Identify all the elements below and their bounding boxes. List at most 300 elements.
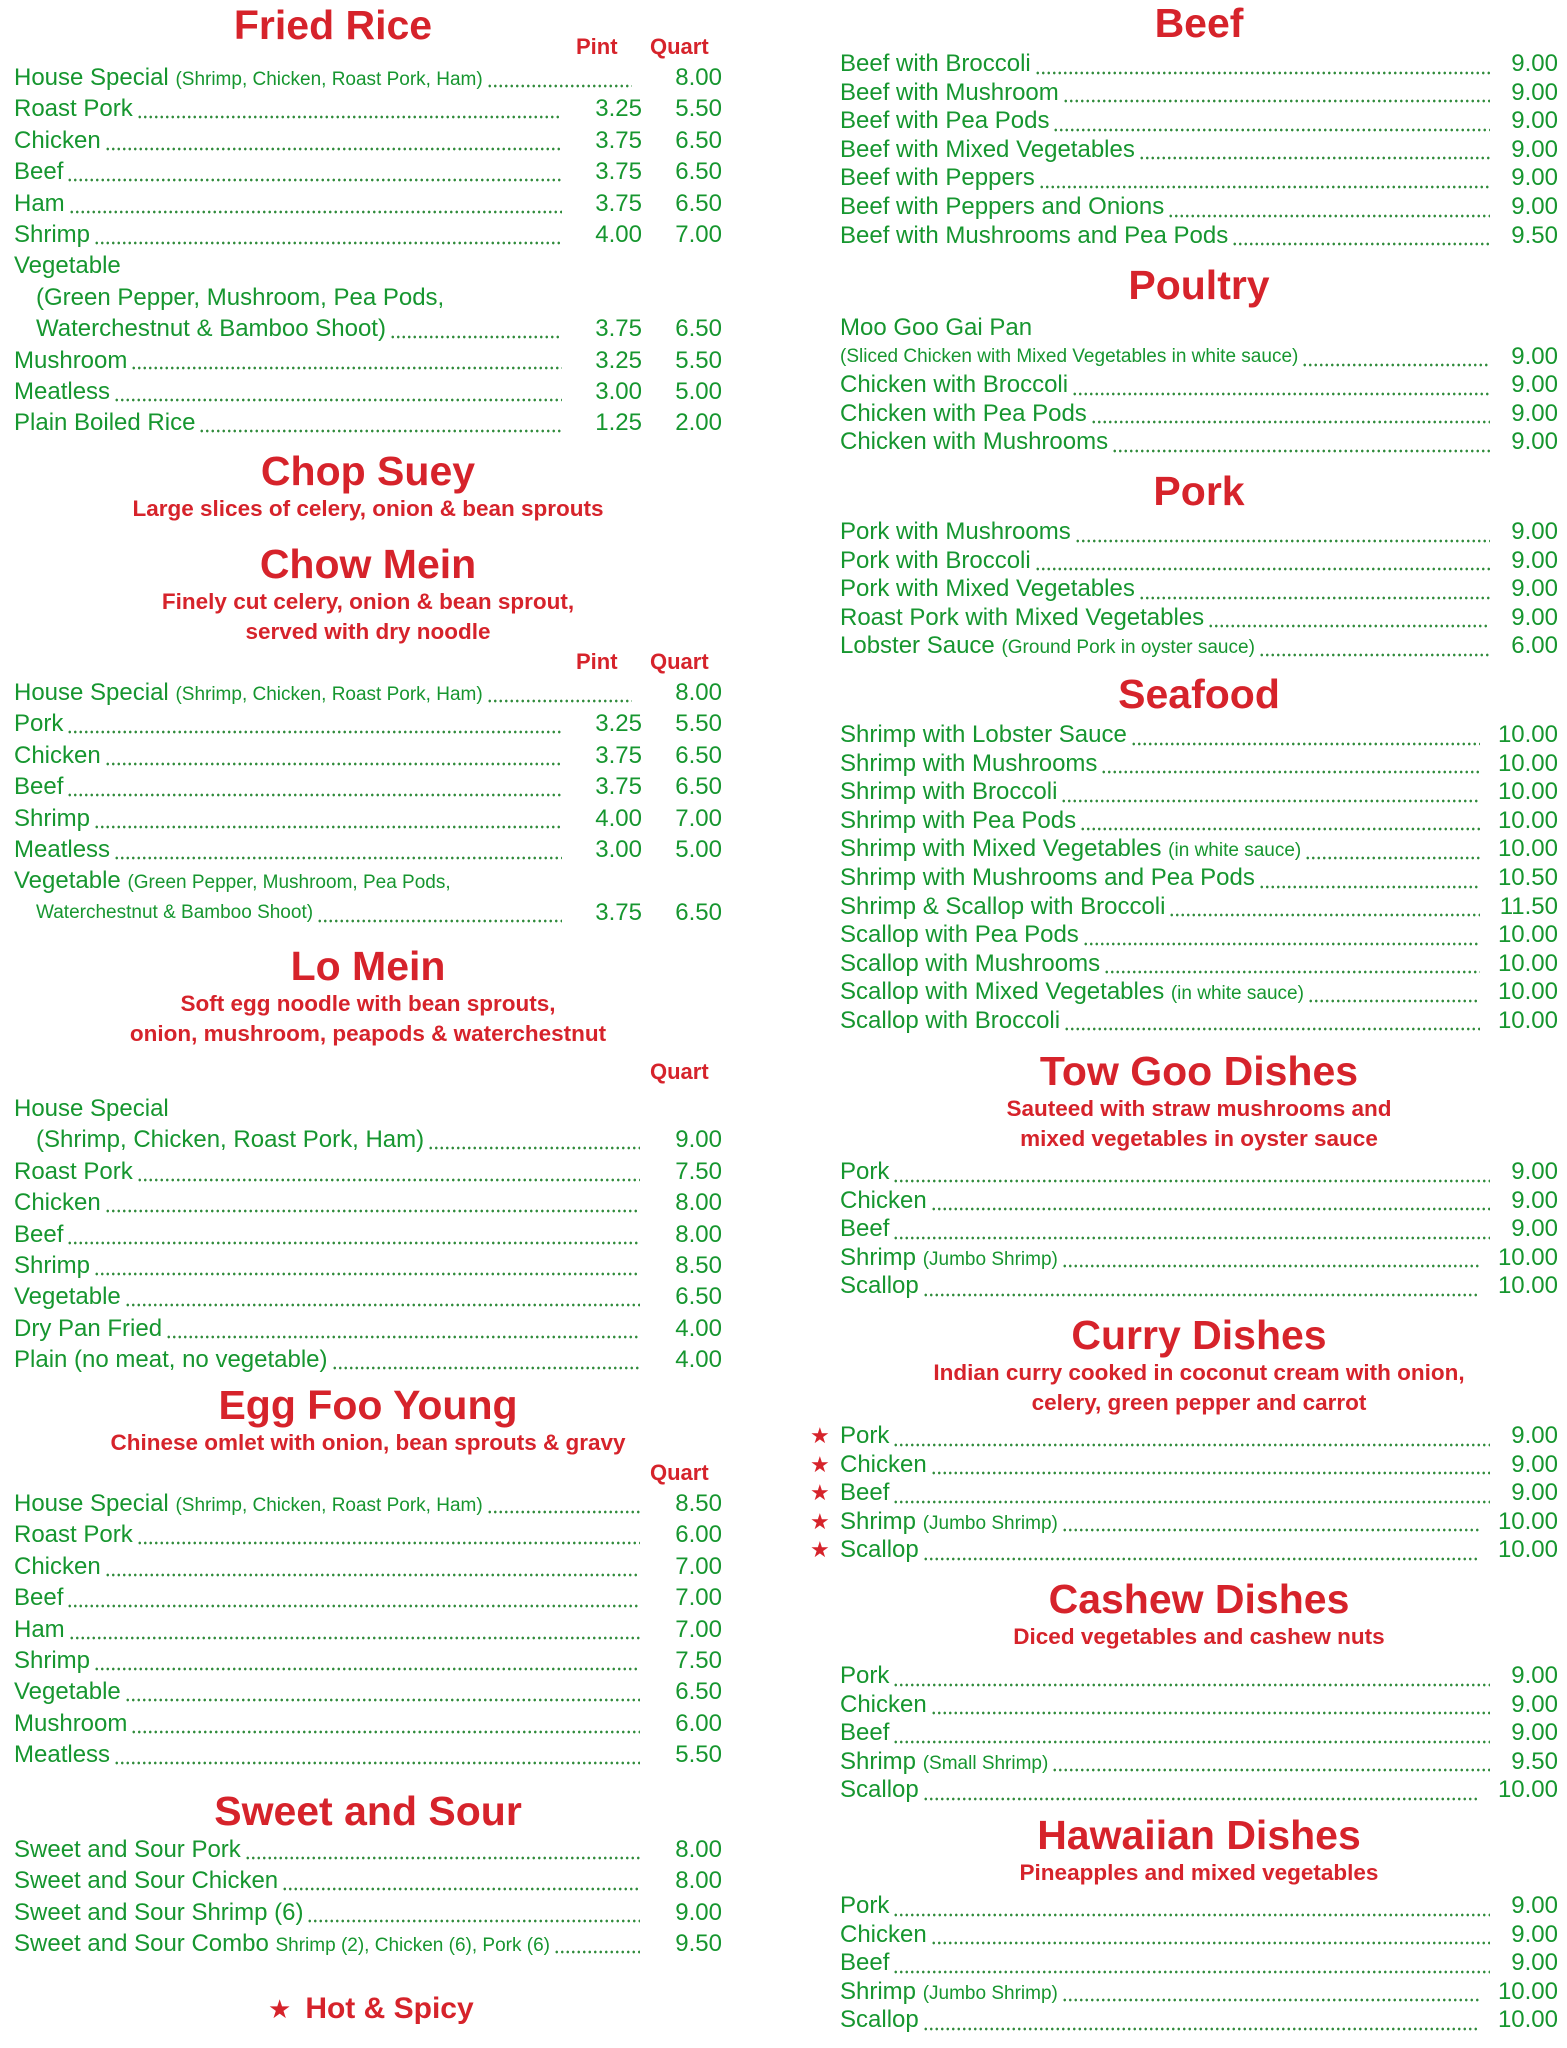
hot-spicy-star-icon: ★ <box>810 1480 830 1506</box>
dot-leader <box>893 1479 1490 1508</box>
dot-leader <box>332 1344 640 1375</box>
item-name: Chicken <box>14 741 101 769</box>
dot-leader <box>893 1422 1490 1451</box>
item-name: Shrimp with Broccoli <box>840 778 1058 806</box>
item-price: 9.00 <box>1511 1690 1558 1718</box>
item-name: Roast Pork <box>14 1521 133 1549</box>
item-name: Beef with Peppers <box>840 164 1035 192</box>
menu-item <box>810 1507 1558 1537</box>
item-price: 9.50 <box>1511 221 1558 249</box>
item-name: Waterchestnut & Bamboo Shoot) <box>36 901 314 923</box>
column-header-pint: Pint <box>576 34 618 59</box>
item-price-pint: 1.25 <box>595 409 642 437</box>
item-name: Shrimp (Small Shrimp) <box>840 1747 1049 1775</box>
menu-column-right <box>810 0 1558 2048</box>
item-price-pint: 3.75 <box>595 773 642 801</box>
item-price: 10.00 <box>1497 721 1558 748</box>
menu-item <box>14 1645 722 1676</box>
menu-item <box>14 1739 722 1770</box>
item-price: 6.00 <box>1511 632 1558 660</box>
section-description: Chinese omlet with onion, bean sprouts & gravy <box>110 1430 626 1455</box>
section-description: Sauteed with straw mushrooms and <box>1006 1096 1392 1121</box>
item-price: 9.00 <box>1511 603 1558 631</box>
section-title: Chow Mein <box>259 541 477 587</box>
item-name: Beef <box>14 1584 64 1612</box>
dot-leader <box>131 345 562 376</box>
dot-leader <box>1232 222 1490 251</box>
item-price-quart: 6.50 <box>675 158 722 186</box>
dot-leader <box>1305 835 1480 864</box>
menu-item <box>840 79 1558 108</box>
item-price: 11.50 <box>1499 892 1558 920</box>
dot-leader <box>893 1158 1490 1187</box>
dot-leader <box>1208 604 1490 633</box>
item-price-quart: 5.50 <box>675 1741 722 1769</box>
section-description: mixed vegetables in oyster sauce <box>1020 1126 1378 1151</box>
item-price-quart: 7.00 <box>675 1615 722 1643</box>
dot-leader <box>125 1281 640 1312</box>
hot-spicy-star-icon: ★ <box>810 1423 830 1448</box>
dot-leader <box>317 897 562 928</box>
item-price: 9.00 <box>1511 1949 1558 1977</box>
item-price: 9.00 <box>1511 1186 1558 1214</box>
item-price: 10.00 <box>1497 1006 1558 1034</box>
dot-leader <box>114 376 562 407</box>
section-description: Diced vegetables and cashew nuts <box>1013 1624 1385 1649</box>
item-price-quart: 6.00 <box>675 1521 722 1549</box>
menu-item-house-special-name: House Special <box>14 1095 169 1122</box>
section-hawaiian-dishes <box>840 1812 1558 2035</box>
item-price-quart: 9.00 <box>675 1126 722 1154</box>
item-name: Chicken with Pea Pods <box>840 399 1087 427</box>
item-price: 10.50 <box>1497 863 1558 891</box>
item-name: Scallop with Mushrooms <box>840 949 1101 977</box>
item-price: 10.00 <box>1497 978 1558 1006</box>
item-name: Roast Pork <box>14 95 133 123</box>
dot-leader <box>1308 978 1480 1007</box>
dot-leader <box>67 771 562 802</box>
item-price: 9.00 <box>1511 1215 1558 1243</box>
menu-item <box>810 1536 1558 1565</box>
menu-item <box>14 1614 722 1645</box>
column-headers <box>14 1458 722 1488</box>
item-name: Shrimp with Pea Pods <box>840 806 1077 834</box>
dot-leader <box>137 93 562 124</box>
section-title: Pork <box>1153 468 1245 514</box>
item-name: Mushroom <box>14 346 128 374</box>
menu-item <box>840 1748 1558 1777</box>
item-price-quart: 6.00 <box>675 1709 722 1737</box>
menu-item <box>14 708 722 739</box>
item-price-pint: 3.75 <box>595 158 642 186</box>
section-description: Finely cut celery, onion & bean sprout, <box>161 589 575 614</box>
menu-item <box>14 1313 722 1344</box>
item-name: Waterchestnut & Bamboo Shoot) <box>36 315 386 343</box>
item-price: 9.00 <box>1511 1450 1558 1478</box>
item-price-quart: 6.50 <box>675 741 722 769</box>
menu-item-vegetable-name: Vegetable <box>14 252 121 280</box>
menu-item <box>14 1124 722 1155</box>
dot-leader <box>554 1928 640 1959</box>
item-name: Scallop <box>840 1272 919 1300</box>
item-price-quart: 8.00 <box>675 1189 722 1217</box>
item-price-pint: 3.25 <box>595 346 642 374</box>
item-price: 10.00 <box>1497 749 1558 777</box>
menu-item <box>14 897 722 928</box>
item-name: Beef <box>840 1719 890 1747</box>
section-description: Large slices of celery, onion & bean sprouts <box>132 496 604 521</box>
dot-leader <box>114 1739 640 1770</box>
item-name: Shrimp <box>14 1646 91 1674</box>
item-name: Sweet and Sour Chicken <box>14 1867 279 1895</box>
item-price: 10.00 <box>1497 1243 1558 1271</box>
dot-leader <box>1112 428 1490 457</box>
item-name: Shrimp with Mushrooms <box>840 749 1098 777</box>
dot-leader <box>1072 371 1490 400</box>
section-title: Hawaiian Dishes <box>1037 1812 1361 1858</box>
menu-item <box>14 740 722 771</box>
dot-leader <box>199 407 562 438</box>
item-price-pint: 4.00 <box>595 220 642 248</box>
dot-leader <box>67 1582 640 1613</box>
menu-item <box>840 2006 1558 2035</box>
item-price: 9.00 <box>1511 1920 1558 1948</box>
dot-leader <box>390 313 562 344</box>
dot-leader <box>1083 921 1480 950</box>
dot-leader <box>282 1865 640 1896</box>
item-name: Shrimp <box>14 804 91 832</box>
menu-item <box>14 1519 722 1550</box>
menu-item <box>14 1281 722 1312</box>
section-egg-foo-young <box>14 1382 722 1771</box>
dot-leader <box>1091 400 1490 429</box>
menu-item <box>840 750 1558 779</box>
item-name: Beef <box>14 158 64 186</box>
item-name: Pork <box>840 1158 890 1185</box>
dot-leader <box>893 1662 1490 1691</box>
item-price-quart: 6.50 <box>675 1283 722 1311</box>
item-name: Roast Pork <box>14 1157 133 1185</box>
menu-item <box>840 371 1558 400</box>
dot-leader <box>307 1897 640 1928</box>
item-price: 9.00 <box>1511 399 1558 427</box>
dot-leader <box>67 708 562 739</box>
item-price: 10.00 <box>1497 1507 1558 1535</box>
menu-item <box>840 136 1558 165</box>
section-description: Pineapples and mixed vegetables <box>1019 1860 1379 1885</box>
menu-column-left <box>14 0 722 2048</box>
item-price: 10.00 <box>1497 949 1558 977</box>
item-price-quart: 6.50 <box>675 126 722 154</box>
section-title: Fried Rice <box>233 2 433 48</box>
dot-leader <box>1062 1978 1480 2007</box>
menu-item <box>14 1834 722 1865</box>
menu-item <box>14 1551 722 1582</box>
item-price-quart: 4.00 <box>675 1346 722 1374</box>
section-description: Soft egg noodle with bean sprouts, <box>180 991 556 1016</box>
dot-leader <box>94 219 562 250</box>
item-name: Pork <box>14 710 64 738</box>
menu-item <box>840 1776 1558 1805</box>
item-name: Beef <box>840 1215 890 1243</box>
dot-leader <box>893 1949 1490 1978</box>
dot-leader <box>67 156 562 187</box>
menu-item <box>840 518 1558 547</box>
menu-item <box>14 1219 722 1250</box>
item-price-quart: 7.00 <box>675 1584 722 1612</box>
menu-item <box>840 1892 1558 1921</box>
item-price: 9.00 <box>1511 50 1558 77</box>
item-name: Shrimp (Jumbo Shrimp) <box>840 1243 1058 1271</box>
menu-item <box>840 1662 1558 1691</box>
dot-leader <box>105 1187 640 1218</box>
item-price-pint: 3.75 <box>595 315 642 343</box>
item-name: Shrimp with Lobster Sauce <box>840 721 1127 748</box>
menu-item <box>14 219 722 250</box>
item-price-quart: 2.00 <box>675 409 722 437</box>
dot-leader <box>1061 778 1480 807</box>
item-note: (Sliced Chicken with Mixed Vegetables in white sauce) <box>840 345 1299 367</box>
item-name: Ham <box>14 1615 65 1643</box>
menu-item <box>14 93 722 124</box>
menu-item <box>14 1582 722 1613</box>
menu-item <box>14 834 722 865</box>
section-beef <box>840 0 1558 250</box>
section-title: Seafood <box>1118 671 1280 717</box>
column-header-quart: Quart <box>650 1460 709 1485</box>
dot-leader <box>1063 79 1490 108</box>
item-name: Beef with Broccoli <box>840 50 1031 77</box>
section-description: served with dry noodle <box>245 619 491 644</box>
menu-item <box>840 1978 1558 2007</box>
item-price: 9.00 <box>1511 1719 1558 1747</box>
item-name: House Special (Shrimp, Chicken, Roast Pork, Ham) <box>14 1490 483 1517</box>
menu-item <box>840 193 1558 222</box>
item-name: Sweet and Sour Shrimp (6) <box>14 1898 304 1926</box>
menu-item <box>840 107 1558 136</box>
dot-leader <box>893 1719 1490 1748</box>
menu-item <box>14 1250 722 1281</box>
dot-leader <box>125 1676 640 1707</box>
menu-item <box>14 125 722 156</box>
menu-item-vegetable-detail: (Green Pepper, Mushroom, Pea Pods, <box>36 283 445 311</box>
section-chow-mein <box>14 541 722 928</box>
item-name: Beef with Peppers and Onions <box>840 192 1165 220</box>
menu-item <box>14 771 722 802</box>
item-price: 9.00 <box>1511 78 1558 106</box>
menu-item <box>14 1928 722 1959</box>
item-price-quart: 5.50 <box>675 710 722 738</box>
dot-leader <box>1104 950 1480 979</box>
section-title: Beef <box>1154 0 1244 46</box>
item-price-quart: 5.00 <box>675 835 722 863</box>
item-price: 9.00 <box>1511 1892 1558 1919</box>
item-price-quart: 8.50 <box>675 1490 722 1517</box>
section-seafood <box>840 671 1558 1036</box>
menu-item <box>14 313 722 344</box>
menu-item <box>840 807 1558 836</box>
item-name: Shrimp with Mixed Vegetables (in white sauce) <box>840 835 1302 863</box>
dot-leader <box>105 740 562 771</box>
section-title: Chop Suey <box>260 448 476 494</box>
item-name: Shrimp (Jumbo Shrimp) <box>840 1507 1058 1535</box>
menu-item <box>840 1921 1558 1950</box>
menu-item <box>840 1272 1558 1301</box>
menu-item <box>14 156 722 187</box>
dot-leader <box>1062 1508 1480 1537</box>
dot-leader <box>931 1187 1490 1216</box>
item-price-quart: 5.00 <box>675 377 722 405</box>
item-name: Plain (no meat, no vegetable) <box>14 1346 328 1374</box>
item-name: Plain Boiled Rice <box>14 409 196 437</box>
menu-item <box>14 1344 722 1375</box>
item-price: 10.00 <box>1497 1536 1558 1564</box>
item-name: Scallop <box>840 2006 919 2034</box>
dot-leader <box>923 1536 1480 1565</box>
item-price: 9.00 <box>1511 371 1558 399</box>
dot-leader <box>1169 893 1480 922</box>
item-price-quart: 7.50 <box>675 1157 722 1185</box>
item-price-quart: 6.50 <box>675 773 722 801</box>
hot-spicy-star-icon: ★ <box>810 1537 830 1563</box>
item-price-pint: 4.00 <box>595 804 642 832</box>
dot-leader <box>1053 107 1490 136</box>
dot-leader <box>1139 575 1490 604</box>
item-price: 9.00 <box>1511 192 1558 220</box>
menu-item <box>14 677 722 708</box>
item-price-quart: 8.00 <box>675 679 722 706</box>
item-name: Beef <box>840 1949 890 1977</box>
menu-item <box>840 835 1558 864</box>
item-price: 9.50 <box>1511 1747 1558 1775</box>
dot-leader <box>94 1250 640 1281</box>
menu-item <box>840 978 1558 1007</box>
item-name: Shrimp <box>14 220 91 248</box>
item-name: Beef with Mushrooms and Pea Pods <box>840 221 1229 249</box>
dot-leader <box>245 1834 640 1865</box>
dot-leader <box>131 1708 640 1739</box>
item-name: Sweet and Sour Pork <box>14 1836 241 1863</box>
dot-leader <box>137 1519 640 1550</box>
item-name: Sweet and Sour Combo Shrimp (2), Chicken (6), Pork (6) <box>14 1930 550 1958</box>
item-name: Pork <box>840 1662 890 1689</box>
item-name: Beef <box>14 1220 64 1248</box>
section-description: Indian curry cooked in coconut cream with onion, <box>933 1360 1465 1385</box>
item-name: Lobster Sauce (Ground Pork in oyster sauce) <box>840 632 1255 660</box>
dot-leader <box>1035 547 1490 576</box>
item-name: Shrimp with Mushrooms and Pea Pods <box>840 863 1255 891</box>
item-name: Shrimp <box>14 1251 91 1279</box>
menu-item <box>810 1450 1558 1480</box>
menu-item <box>14 1676 722 1707</box>
dot-leader <box>1039 164 1490 193</box>
dot-leader <box>923 2006 1480 2035</box>
item-name: Beef <box>14 773 64 801</box>
item-name: Chicken <box>840 1920 927 1948</box>
menu-item <box>840 1244 1558 1273</box>
section-chop-suey <box>14 448 722 524</box>
item-name: Vegetable <box>14 1283 121 1311</box>
section-title: Sweet and Sour <box>214 1788 522 1834</box>
section-description: celery, green pepper and carrot <box>1031 1390 1367 1415</box>
column-headers <box>14 1057 722 1087</box>
column-header-quart: Quart <box>650 649 709 674</box>
menu-item <box>840 1187 1558 1216</box>
dot-leader <box>487 62 632 93</box>
item-price: 8.00 <box>675 1867 722 1895</box>
item-name: Beef with Mushroom <box>840 78 1059 106</box>
menu-item <box>14 1488 722 1519</box>
item-price-pint: 3.75 <box>595 126 642 154</box>
item-name: Chicken <box>14 1552 101 1580</box>
item-name: House Special (Shrimp, Chicken, Roast Pork, Ham) <box>14 679 483 706</box>
menu-item <box>14 1865 722 1896</box>
hot-spicy-legend <box>268 1992 474 2026</box>
menu-item <box>840 428 1558 457</box>
dot-leader <box>923 1776 1480 1805</box>
item-price: 9.00 <box>1511 1158 1558 1185</box>
item-name: Vegetable <box>14 1678 121 1706</box>
dot-leader <box>893 1215 1490 1244</box>
item-price: 9.00 <box>675 1898 722 1926</box>
item-name: Chicken <box>14 1189 101 1217</box>
item-price-quart: 7.50 <box>675 1646 722 1674</box>
menu-item <box>840 1215 1558 1244</box>
item-name: Pork <box>840 1892 890 1919</box>
dot-leader <box>923 1272 1480 1301</box>
menu-item <box>840 721 1558 750</box>
item-price: 9.00 <box>1511 518 1558 545</box>
dot-leader <box>1259 864 1480 893</box>
hot-spicy-star-icon: ★ <box>810 1451 830 1477</box>
item-price-pint: 3.75 <box>595 741 642 769</box>
dot-leader <box>1101 750 1480 779</box>
dot-leader <box>166 1313 640 1344</box>
item-name: Shrimp (Jumbo Shrimp) <box>840 1977 1058 2005</box>
menu-item <box>14 1708 722 1739</box>
menu-item <box>840 164 1558 193</box>
dot-leader <box>931 1691 1490 1720</box>
dot-leader <box>1080 807 1480 836</box>
item-name: Dry Pan Fried <box>14 1314 163 1342</box>
legend-label: Hot & Spicy <box>305 1992 474 2025</box>
section-cashew-dishes <box>840 1576 1558 1805</box>
item-name: Pork with Mushrooms <box>840 518 1071 545</box>
item-name: Chicken <box>840 1690 927 1718</box>
star-icon: ★ <box>268 1994 292 2024</box>
menu-item <box>840 50 1558 79</box>
column-header-quart: Quart <box>650 1059 709 1084</box>
item-name: Chicken <box>840 1450 927 1478</box>
item-price-quart: 7.00 <box>675 804 722 832</box>
item-price-quart: 6.50 <box>675 1678 722 1706</box>
item-name: Pork with Broccoli <box>840 546 1031 574</box>
dot-leader <box>893 1892 1490 1921</box>
item-name: Chicken with Broccoli <box>840 371 1069 399</box>
dot-leader <box>1302 343 1490 372</box>
column-header-quart: Quart <box>650 34 709 59</box>
section-title: Cashew Dishes <box>1048 1576 1350 1622</box>
section-title: Tow Goo Dishes <box>1039 1048 1359 1094</box>
menu-item <box>840 950 1558 979</box>
item-name: Scallop with Broccoli <box>840 1006 1061 1034</box>
item-price-quart: 5.50 <box>675 95 722 123</box>
menu-item <box>840 343 1558 372</box>
dot-leader <box>1062 1244 1480 1273</box>
column-headers <box>14 647 722 677</box>
dot-leader <box>1131 721 1480 750</box>
dot-leader <box>1168 193 1490 222</box>
